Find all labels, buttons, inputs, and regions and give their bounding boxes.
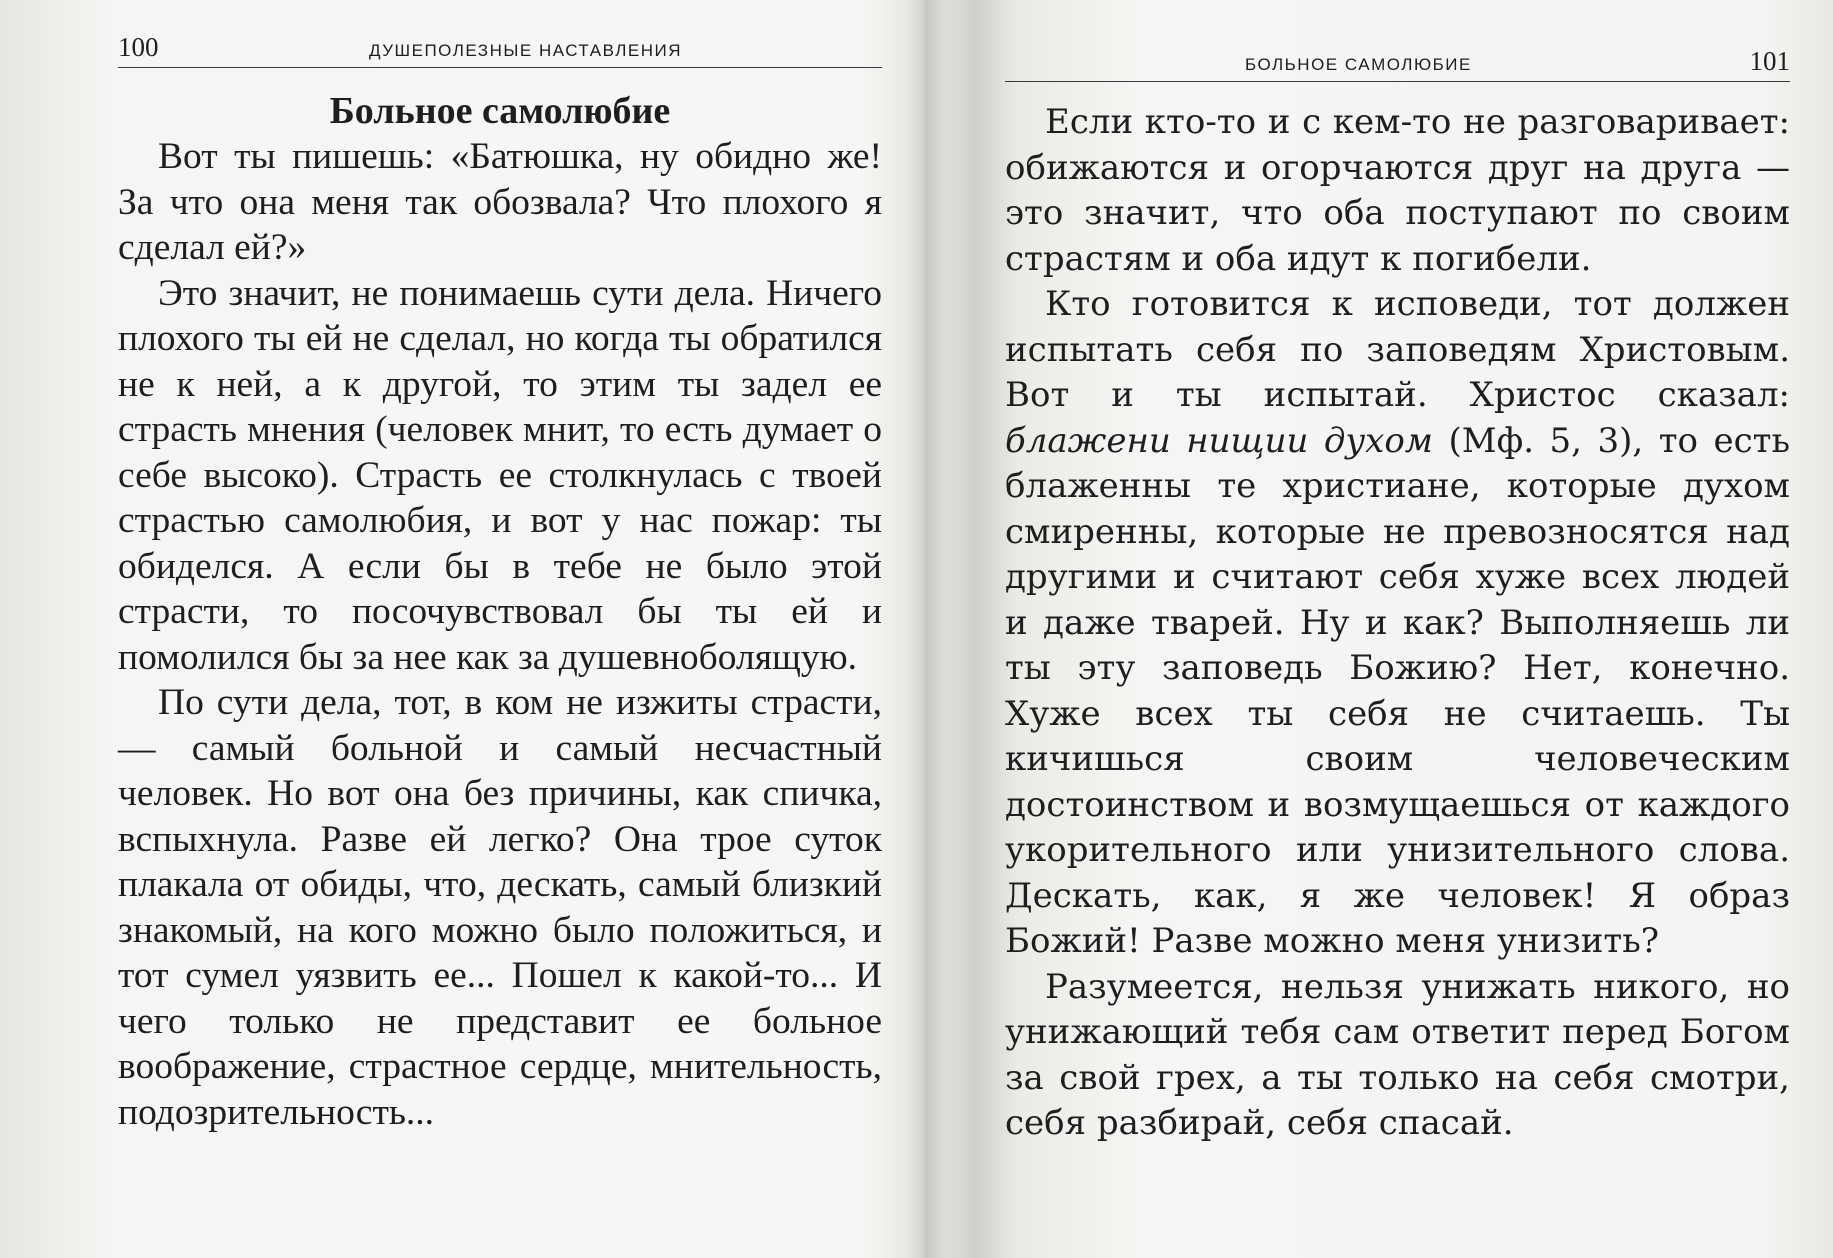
right-page [935, 0, 1833, 1258]
right-paragraph-2-text-before: Кто готовится к исповеди, тот должен испытать себя по заповедям Христовым. Вот и ты испытай. Христос сказал: [1005, 284, 1790, 415]
left-page [0, 0, 915, 1258]
right-text-block [1005, 100, 1790, 1147]
left-paragraph-3: По сути дела, тот, в ком не изжиты страсти,— самый больной и самый несчастный человек. Но вот она без причины, как спичка, вспыхнула. Разве ей легко? Она трое суток плакала от обиды, что, дескать, самый близкий знакомый, на кого можно было положиться, и тот сумел уязвить ее... Пошел к какой-то... И чего только не представит ее больное воображение, страстное сердце, мнительность, подозрительность... [118, 682, 882, 1133]
left-page-number: 100 [118, 32, 159, 62]
left-paragraph-2: Это значит, не понимаешь сути дела. Ничего плохого ты ей не сделал, но когда ты обратился не к ней, а к другой, то этим ты задел ее страсть мнения (человек мнит, то есть думает о себе высоко). Страсть ее столкнулась с твоей страстью самолюбия, и вот у нас пожар: ты обиделся. А если бы в тебе не было этой страсти, то посочувствовал бы ты ей и помолился бы за нее как за душевноболящую. [118, 272, 882, 678]
right-paragraph-1-text: Если кто-то и с кем-то не разговаривает: обижаются и огорчаются друг на друга — это значит, что оба поступают по своим страстям и оба идут к погибели. [1005, 102, 1790, 279]
right-running-head [1005, 48, 1790, 82]
chapter-title: Больное самолюбие [329, 90, 671, 132]
left-running-head [118, 34, 882, 68]
left-running-head-title: ДУШЕПОЛЕЗНЫЕ НАСТАВЛЕНИЯ [369, 41, 682, 60]
right-paragraph-3 [1005, 965, 1790, 1147]
left-paragraph-1: Вот ты пишешь: «Батюшка, ну обидно же! За что она меня так обозвала? Что плохого я сделал ей?» [118, 136, 882, 268]
scripture-quote: блажени нищии духом [1005, 420, 1433, 461]
right-paragraph-3-text: Разумеется, нельзя унижать никого, но унижающий тебя сам ответит перед Богом за свой грех, а ты только на себя смотри, себя разбирай, себя спасай. [1005, 966, 1790, 1143]
right-page-number: 101 [1749, 46, 1790, 76]
left-text-block [118, 88, 882, 1135]
right-paragraph-2 [1005, 282, 1790, 965]
right-paragraph-2-text-after: (Мф. 5, 3), то есть блаженны те христиане, которые духом смиренны, которые не превозносятся над другими и считают себя хуже всех людей и даже тварей. Ну и как? Выполняешь ли ты эту заповедь Божию? Нет, конечно. Хуже всех ты себя не считаешь. Ты кичишься своим человеческим достоинством и возмущаешься от каждого укорительного или унизительного слова. Дескать, как, я же человек! Я образ Божий! Разве можно меня унизить? [1005, 420, 1790, 961]
right-running-head-title: БОЛЬНОЕ САМОЛЮБИЕ [1245, 55, 1472, 74]
right-paragraph-1 [1005, 100, 1790, 282]
